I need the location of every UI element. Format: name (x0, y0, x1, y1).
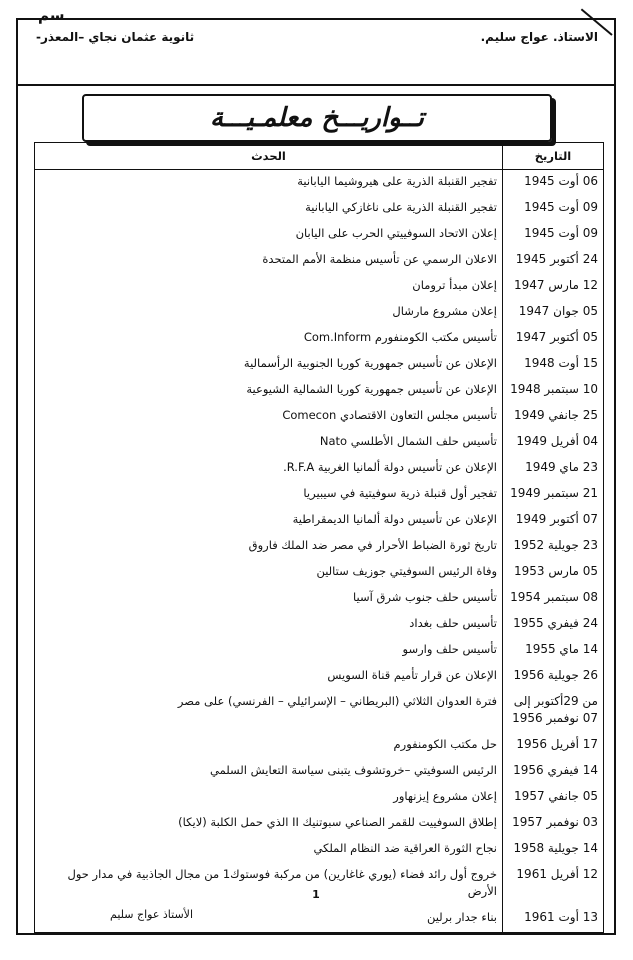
row-event: إعلان مشروع مارشال (35, 300, 503, 326)
table-row (35, 837, 604, 863)
table-row (35, 638, 604, 664)
row-date: 05 جوان 1947 (503, 300, 604, 326)
header-divider (18, 84, 614, 86)
row-event: تفجير القنبلة الذرية على ناغازكي اليابانية (35, 196, 503, 222)
row-date: 09 أوت 1945 (503, 222, 604, 248)
table-row (35, 196, 604, 222)
teacher-name: الاستاذ. عواج سليم. (480, 30, 598, 44)
row-date: 12 مارس 1947 (503, 274, 604, 300)
table-row (35, 586, 604, 612)
table-row (35, 664, 604, 690)
table-row (35, 170, 604, 197)
row-event: الإعلان عن تأسيس جمهورية كوريا الجنوبية الرأسمالية (35, 352, 503, 378)
row-date: 15 أوت 1948 (503, 352, 604, 378)
row-event: تفجير أول قنبلة ذرية سوفيتية في سيبيريا (35, 482, 503, 508)
row-date: 08 سبتمبر 1954 (503, 586, 604, 612)
row-event: حل مكتب الكومنفورم (35, 733, 503, 759)
handwritten-mark: سم (38, 6, 65, 24)
row-event: الإعلان عن قرار تأميم قناة السويس (35, 664, 503, 690)
row-date: 21 سبتمبر 1949 (503, 482, 604, 508)
row-date: 10 سبتمبر 1948 (503, 378, 604, 404)
row-date: 05 مارس 1953 (503, 560, 604, 586)
row-event: تأسيس حلف وارسو (35, 638, 503, 664)
row-event: تاريخ ثورة الضباط الأحرار في مصر ضد الملك فاروق (35, 534, 503, 560)
row-event: خروج أول رائد فضاء (يوري غاغارين) من مركبة فوستوك1 من مجال الجاذبية في مدار حول الأرض (35, 863, 503, 906)
school-name: ثانوية عثمان نجاي –المعذر- (36, 30, 195, 44)
row-date: 24 فيفري 1955 (503, 612, 604, 638)
row-event: إطلاق السوفييت للقمر الصناعي سبوتنيك II الذي حمل الكلبة (لايكا) (35, 811, 503, 837)
row-event: تأسيس حلف بغداد (35, 612, 503, 638)
page-number: 1 (312, 888, 320, 901)
row-date: 05 جانفي 1957 (503, 785, 604, 811)
row-event: إعلان مشروع إيزنهاور (35, 785, 503, 811)
table-row (35, 326, 604, 352)
row-event: إعلان الاتحاد السوفييتي الحرب على اليابان (35, 222, 503, 248)
table-row (35, 404, 604, 430)
row-date: 14 فيفري 1956 (503, 759, 604, 785)
row-event: الاعلان الرسمي عن تأسيس منظمة الأمم المتحدة (35, 248, 503, 274)
table-row (35, 352, 604, 378)
row-event: الإعلان عن تأسيس دولة ألمانيا الديمقراطية (35, 508, 503, 534)
row-event: تفجير القنبلة الذرية على هيروشيما اليابانية (35, 170, 503, 197)
dates-table (34, 142, 604, 933)
table-row (35, 508, 604, 534)
row-event: فترة العدوان الثلاثي (البريطاني – الإسرائيلي – الفرنسي) على مصر (35, 690, 503, 733)
table-row (35, 690, 604, 733)
table-row (35, 300, 604, 326)
row-event: تأسيس حلف الشمال الأطلسي Nato (35, 430, 503, 456)
table-row (35, 248, 604, 274)
row-date: 04 أفريل 1949 (503, 430, 604, 456)
table-row (35, 456, 604, 482)
row-event: تأسيس مجلس التعاون الاقتصادي Comecon (35, 404, 503, 430)
row-date: 25 جانفي 1949 (503, 404, 604, 430)
footer-teacher: الأستاذ عواج سليم (110, 908, 194, 921)
table-row (35, 560, 604, 586)
row-date: 12 أفريل 1961 (503, 863, 604, 906)
table-row (35, 759, 604, 785)
row-date: 03 نوفمبر 1957 (503, 811, 604, 837)
row-date: 26 جويلية 1956 (503, 664, 604, 690)
row-date: 14 جويلية 1958 (503, 837, 604, 863)
page-title: تــواريـــخ معلمـيـــة (82, 94, 552, 142)
document-page (16, 18, 616, 935)
row-date: 14 ماي 1955 (503, 638, 604, 664)
row-event: الإعلان عن تأسيس دولة ألمانيا الغربية R.F.A. (35, 456, 503, 482)
dates-table-container (34, 142, 604, 933)
row-date: 05 أكتوبر 1947 (503, 326, 604, 352)
row-date: 06 أوت 1945 (503, 170, 604, 197)
row-date: 09 أوت 1945 (503, 196, 604, 222)
table-header-row (35, 143, 604, 170)
table-row (35, 733, 604, 759)
table-row (35, 378, 604, 404)
row-date: 07 أكتوبر 1949 (503, 508, 604, 534)
row-date: 23 جويلية 1952 (503, 534, 604, 560)
column-header-date: التاريخ (503, 143, 604, 170)
table-row (35, 534, 604, 560)
row-event: الرئيس السوفيتي –خروتشوف يتبنى سياسة التعايش السلمي (35, 759, 503, 785)
row-date: 17 أفريل 1956 (503, 733, 604, 759)
table-row (35, 430, 604, 456)
row-event: تأسيس حلف جنوب شرق آسيا (35, 586, 503, 612)
row-event: إعلان مبدأ ترومان (35, 274, 503, 300)
row-event: بناء جدار برلين (35, 906, 503, 933)
table-row (35, 274, 604, 300)
table-row (35, 785, 604, 811)
row-date: 23 ماي 1949 (503, 456, 604, 482)
table-row (35, 612, 604, 638)
table-row (35, 811, 604, 837)
row-event: تأسيس مكتب الكومنفورم Com.Inform (35, 326, 503, 352)
table-row (35, 222, 604, 248)
row-date: من 29أكتوبر إلى 07 نوفمبر 1956 (503, 690, 604, 733)
row-date: 13 أوت 1961 (503, 906, 604, 933)
column-header-event: الحدث (35, 143, 503, 170)
row-event: نجاح الثورة العراقية ضد النظام الملكي (35, 837, 503, 863)
row-event: وفاة الرئيس السوفيتي جوزيف ستالين (35, 560, 503, 586)
row-event: الإعلان عن تأسيس جمهورية كوريا الشمالية الشيوعية (35, 378, 503, 404)
table-row (35, 482, 604, 508)
page-header (36, 30, 598, 44)
row-date: 24 أكتوبر 1945 (503, 248, 604, 274)
